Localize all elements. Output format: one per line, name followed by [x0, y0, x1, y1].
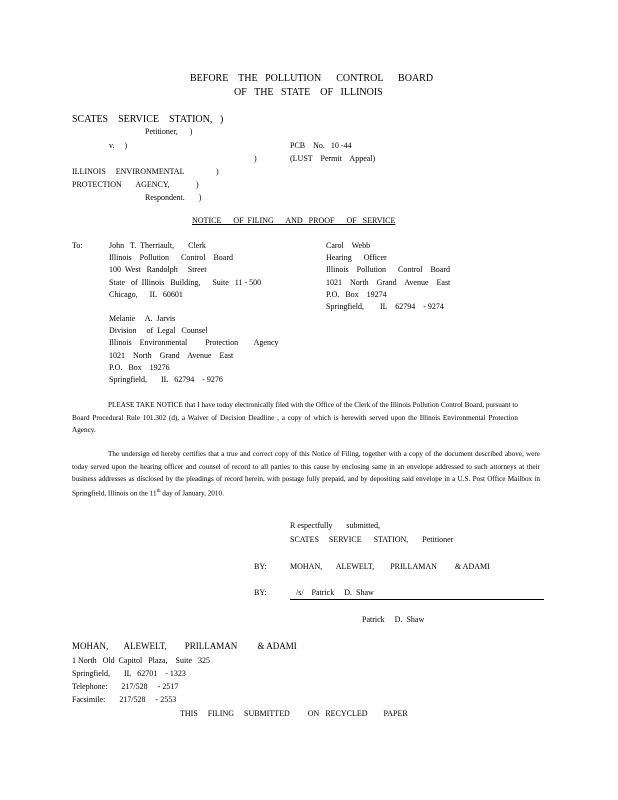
certification-text: The undersign ed hereby certifies that a true and correct copy of this Notice of Filing, together with a copy of the document described above, were today served upon the hearing officer and counsel of record to all parties to this cause by enclosing same in an envelope addressed to such attorneys at their business addresses as disclosed by the pleadings of record herein, with postage fully prepaid, and by depositing said envelope in a U.S. Post Office Mailbox in Springfield, Illinois on the 11: [72, 450, 540, 498]
signer-name: Patrick D. Shaw: [362, 615, 425, 624]
notice-title: NOTICE OF FILING AND PROOF OF SERVICE: [192, 216, 396, 225]
respondent-name-line1: ILLINOIS ENVIRONMENTAL: [72, 167, 185, 176]
respectfully-submitted: R espectfully submitted,: [290, 521, 380, 530]
signature-line: [290, 599, 544, 600]
ordinal-superscript: th: [156, 488, 161, 494]
case-type: (LUST Permit Appeal): [290, 154, 376, 163]
address-line: 1021 North Grand Avenue East: [109, 350, 234, 360]
address-line: Division of Legal Counsel: [109, 326, 208, 336]
respondent-role: Respondent. ): [145, 193, 202, 202]
footer-firm-city: Springfield, IL 62701 - 1323: [72, 669, 186, 678]
recycled-paper-note: THIS FILING SUBMITTED ON RECYCLED PAPER: [180, 709, 408, 718]
by-label: BY:: [254, 562, 267, 571]
recipient-counsel: [109, 313, 279, 386]
address-line: Chicago, IL 60601: [109, 289, 183, 299]
address-line: Hearing Officer: [326, 253, 387, 263]
address-line: 100 West Randolph Street: [109, 265, 207, 275]
to-label: To:: [72, 241, 83, 250]
versus: v. ): [109, 141, 128, 150]
address-line: Springfield, IL 62794 - 9274: [326, 302, 444, 312]
notice-paragraph: [72, 399, 518, 437]
recipient-hearing-officer: [326, 240, 450, 313]
address-line: Illinois Pollution Control Board: [109, 253, 234, 263]
certification-paragraph: [72, 448, 540, 500]
address-line: Carol Webb: [326, 241, 371, 250]
case-number: PCB No. 10 -44: [290, 141, 352, 150]
address-line: Springfield, IL 62794 - 9276: [109, 375, 223, 385]
caption-paren: ): [220, 114, 224, 125]
address-line: Melanie A. Jarvis: [109, 314, 176, 323]
caption-paren: ): [196, 180, 199, 189]
footer-firm-name: MOHAN, ALEWELT, PRILLAMAN & ADAMI: [72, 641, 297, 651]
electronic-signature: /s/ Patrick D. Shaw: [296, 588, 374, 597]
address-line: P.O. Box 19274: [326, 289, 387, 299]
address-line: 1021 North Grand Avenue East: [326, 277, 451, 287]
party-name: SCATES SERVICE STATION, Petitioner: [290, 535, 454, 544]
footer-facsimile: Facsimile: 217/528 - 2553: [72, 695, 177, 704]
caption-paren: ): [216, 167, 219, 176]
petitioner-role: Petitioner, ): [145, 127, 193, 136]
address-line: P.O. Box 19276: [109, 362, 170, 372]
caption-paren: ): [254, 154, 257, 163]
notice-paragraph-text: PLEASE TAKE NOTICE that I have today electronically filed with the Office of the Clerk of the Illinois Pollution Control Board, pursuant to Board Procedural Rule 101.302 (d), a Waiver of Decision Deadline , a copy of which is herewith served upon the Illinois Environmental Protection Agency.: [72, 401, 518, 435]
address-line: John T. Therriault, Clerk: [109, 241, 206, 250]
address-line: Illinois Environmental Protection Agency: [109, 338, 279, 348]
by-label: BY:: [254, 588, 267, 597]
address-line: State of Illinois Building, Suite 11 - 500: [109, 277, 262, 287]
court-header-line2: OF THE STATE OF ILLINOIS: [234, 87, 383, 98]
recipient-clerk: [109, 240, 261, 301]
court-header-line1: BEFORE THE POLLUTION CONTROL BOARD: [190, 73, 434, 84]
petitioner-name: SCATES SERVICE STATION,: [72, 114, 213, 125]
respondent-name-line2: PROTECTION AGENCY,: [72, 180, 170, 189]
footer-firm-address: 1 North Old Capitol Plaza, Suite 325: [72, 656, 210, 665]
address-line: Illinois Pollution Control Board: [326, 265, 451, 275]
certification-text-end: day of January, 2010.: [162, 489, 224, 498]
law-firm-name: MOHAN, ALEWELT, PRILLAMAN & ADAMI: [290, 562, 490, 571]
footer-telephone: Telephone: 217/528 - 2517: [72, 682, 179, 691]
